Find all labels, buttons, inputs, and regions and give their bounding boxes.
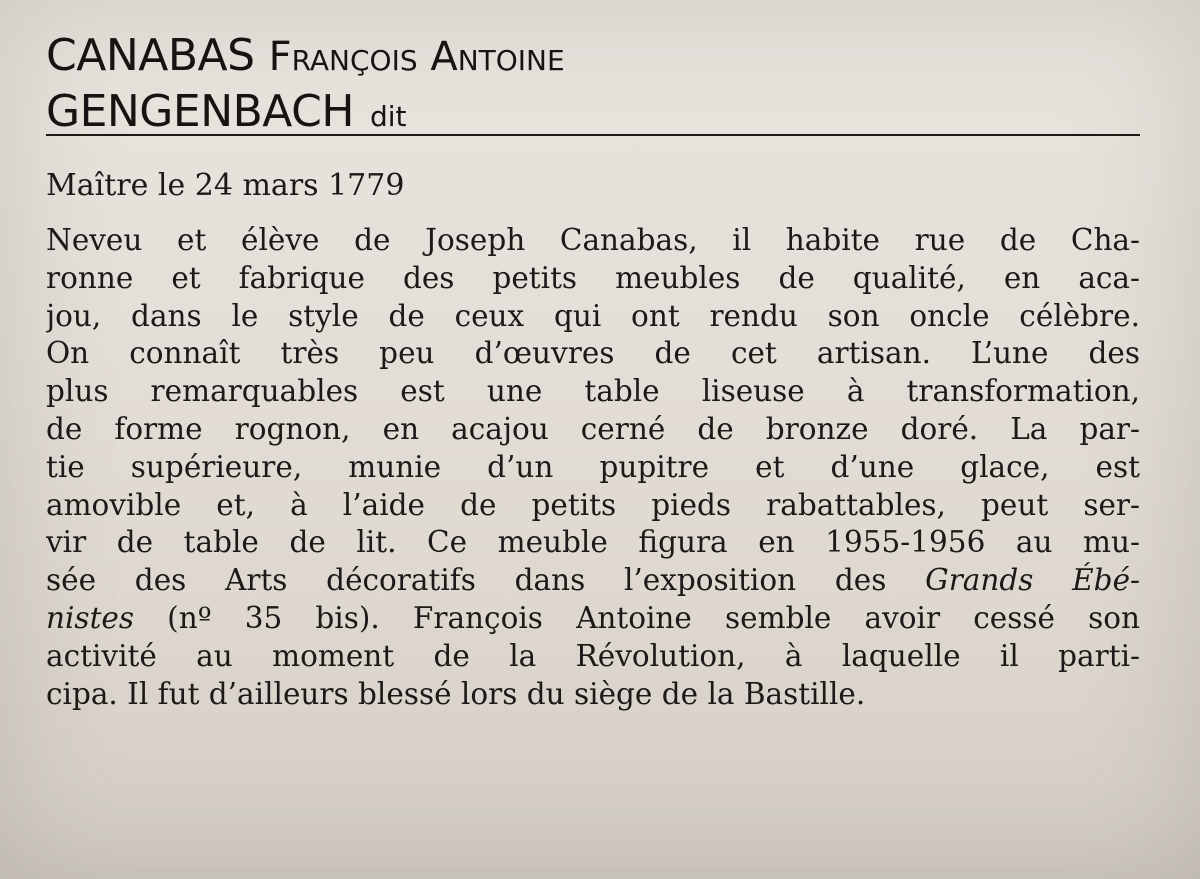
paragraph-line: tie supérieure, munie d’un pupitre et d’une glace, est	[46, 449, 1140, 484]
paragraph-line: vir de table de lit. Ce meuble figura en 1955-1956 au mu-	[46, 525, 1140, 560]
paragraph-line: amovible et, à l’aide de petits pieds rabattables, peut ser-	[46, 487, 1140, 522]
heading-given-names: François Antoine	[268, 34, 565, 80]
paragraph-line: ronne et fabrique des petits meubles de qualité, en aca-	[46, 260, 1140, 295]
paragraph-line	[46, 562, 1140, 600]
heading-line-2	[46, 84, 1146, 140]
paragraph-line: de forme rognon, en acajou cerné de bronze doré. La par-	[46, 411, 1140, 446]
heading-dit: dit	[369, 100, 407, 133]
line-text: (nº 35 bis). François Antoine semble avoir cessé son	[134, 600, 1140, 635]
paragraph-line: activité au moment de la Révolution, à laquelle il parti-	[46, 638, 1140, 673]
paragraph-line: On connaît très peu d’œuvres de cet artisan. L’une des	[46, 336, 1140, 371]
heading-line-1	[46, 28, 1146, 84]
entry-heading	[46, 28, 1146, 140]
biography-paragraph	[46, 222, 1140, 713]
heading-alias: GENGENBACH	[46, 86, 354, 137]
paragraph-line: cipa. Il fut d’ailleurs blessé lors du siège de la Bastille.	[46, 676, 866, 711]
paragraph-line: Neveu et élève de Joseph Canabas, il habite rue de Cha-	[46, 223, 1140, 257]
exhibition-title-part1: Grands Ébé-	[925, 563, 1140, 598]
paragraph-line	[46, 600, 1140, 638]
paragraph-line: jou, dans le style de ceux qui ont rendu son oncle célèbre.	[46, 298, 1140, 333]
heading-rule	[46, 134, 1140, 136]
paragraph-line: plus remarquables est une table liseuse à transformation,	[46, 374, 1140, 409]
line-text: sée des Arts décoratifs dans l’exposition des	[46, 563, 926, 598]
mastership-date: Maître le 24 mars 1779	[46, 168, 405, 203]
heading-surname: CANABAS	[46, 30, 255, 81]
exhibition-title-part2: nistes	[46, 600, 135, 635]
